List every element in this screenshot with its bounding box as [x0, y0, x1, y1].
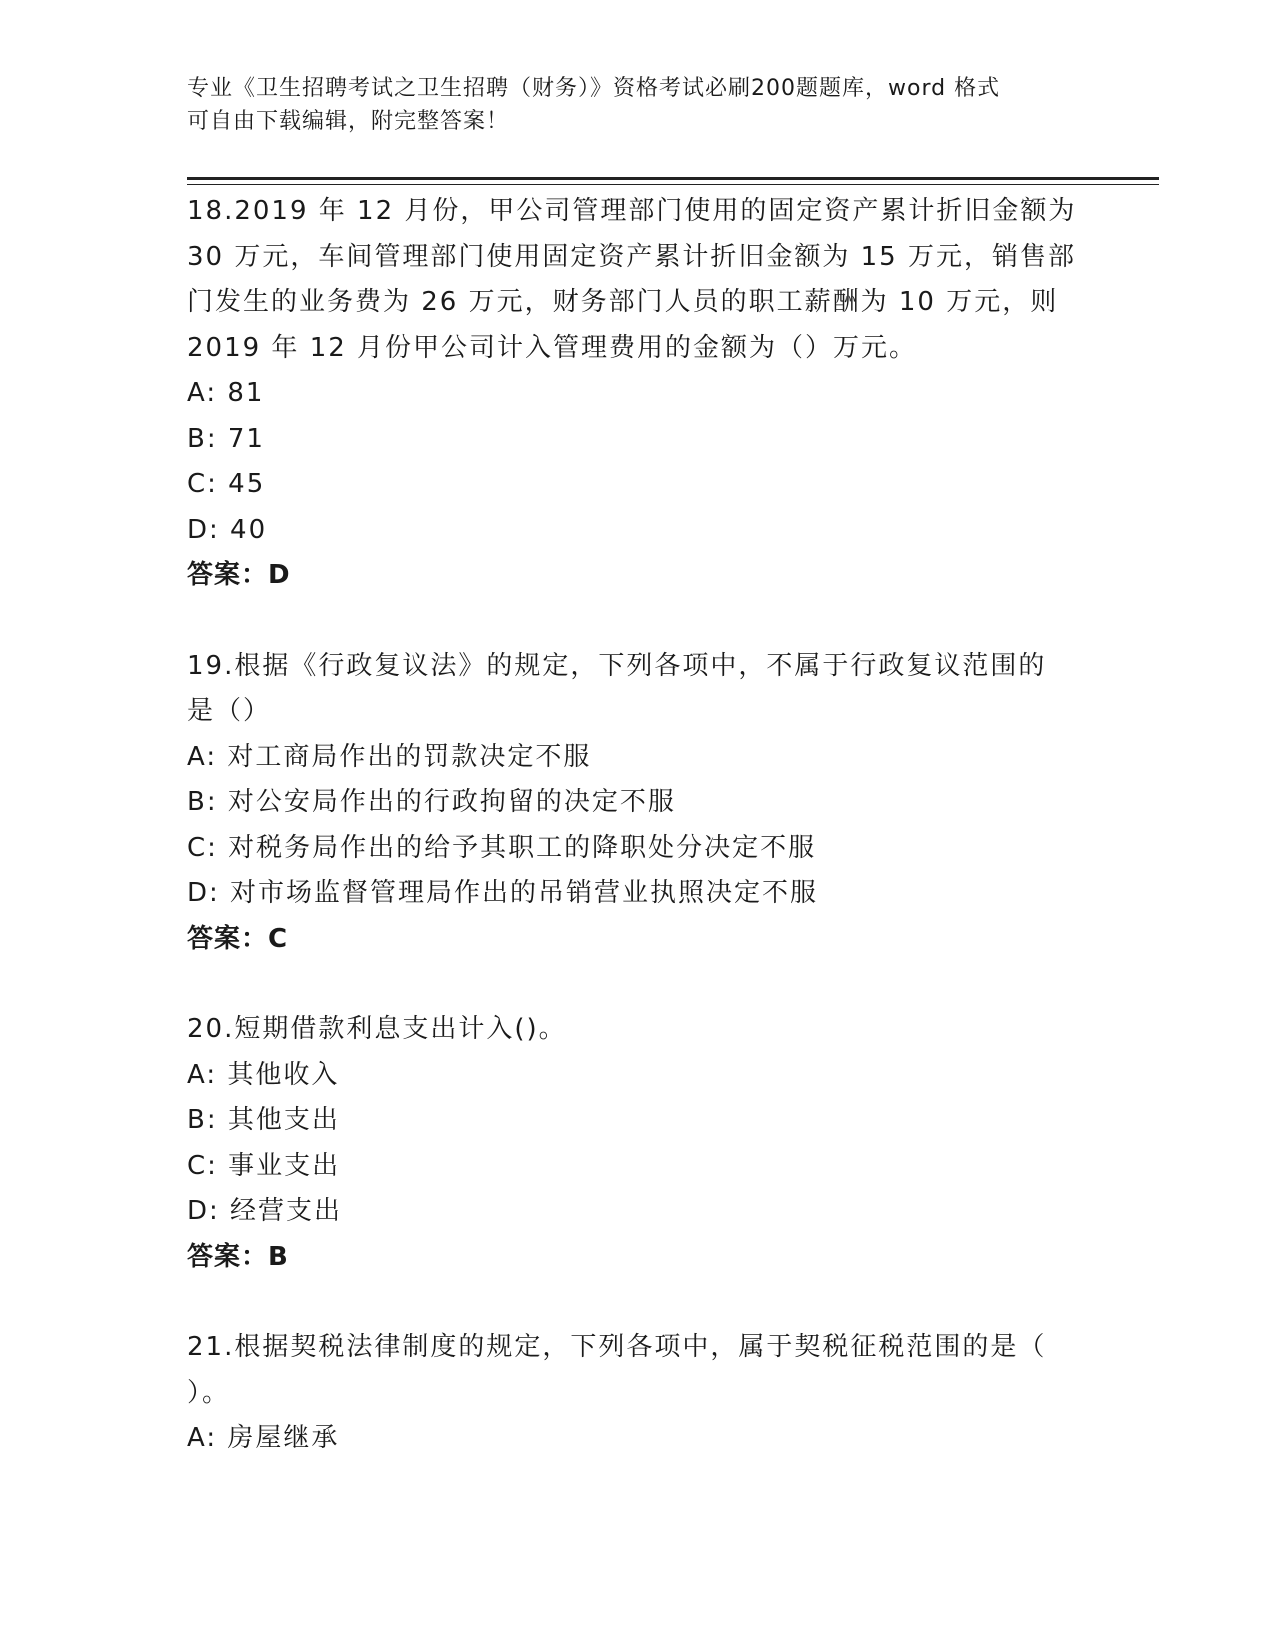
question-stem-line: 是（） — [187, 696, 272, 726]
header-rule-thick — [187, 177, 1159, 180]
question-stem-line: 2019 年 12 月份甲公司计入管理费用的金额为（）万元。 — [187, 332, 918, 363]
option-c: C: 对税务局作出的给予其职工的降职处分决定不服 — [187, 832, 817, 863]
option-d: D: 对市场监督管理局作出的吊销营业执照决定不服 — [187, 878, 819, 908]
option-a: A: 房屋继承 — [187, 1423, 340, 1453]
option-c: C: 45 — [187, 469, 266, 499]
question-21 — [187, 1325, 1087, 1462]
option-b: B: 其他支出 — [187, 1105, 340, 1135]
answer-line: 答案：C — [187, 923, 289, 954]
answer-line: 答案：B — [187, 1241, 289, 1272]
answer-line: 答案：D — [187, 560, 291, 590]
option-c: C: 事业支出 — [187, 1150, 341, 1181]
question-stem-line: 21.根据契税法律制度的规定，下列各项中，属于契税征税范围的是（ — [187, 1332, 1047, 1362]
option-b: B: 对公安局作出的行政拘留的决定不服 — [187, 787, 676, 817]
header-line-1: 专业《卫生招聘考试之卫生招聘（财务）》资格考试必刷200题题库，word 格式 — [187, 76, 1001, 101]
question-list — [187, 189, 1087, 1507]
document-header — [187, 72, 1087, 138]
option-b: B: 71 — [187, 423, 265, 454]
option-a: A: 对工商局作出的罚款决定不服 — [187, 741, 592, 772]
question-18 — [187, 189, 1087, 599]
question-19 — [187, 644, 1087, 963]
question-stem-line: 18.2019 年 12 月份，甲公司管理部门使用的固定资产累计折旧金额为 — [187, 196, 1077, 226]
question-stem-line: 20.短期借款利息支出计入()。 — [187, 1014, 567, 1044]
option-a: A: 其他收入 — [187, 1059, 340, 1090]
header-line-2: 可自由下载编辑，附完整答案！ — [187, 109, 510, 134]
question-stem-line: 门发生的业务费为 26 万元，财务部门人员的职工薪酬为 10 万元，则 — [187, 287, 1059, 317]
option-d: D: 40 — [187, 514, 268, 545]
header-rule-thin — [187, 184, 1159, 185]
question-stem-line: ）。 — [187, 1377, 231, 1408]
question-stem-line: 19.根据《行政复议法》的规定，下列各项中，不属于行政复议范围的 — [187, 650, 1047, 681]
question-stem-line: 30 万元，车间管理部门使用固定资产累计折旧金额为 15 万元，销售部 — [187, 241, 1076, 272]
option-a: A: 81 — [187, 378, 265, 408]
option-d: D: 经营支出 — [187, 1196, 343, 1226]
question-20 — [187, 1007, 1087, 1280]
